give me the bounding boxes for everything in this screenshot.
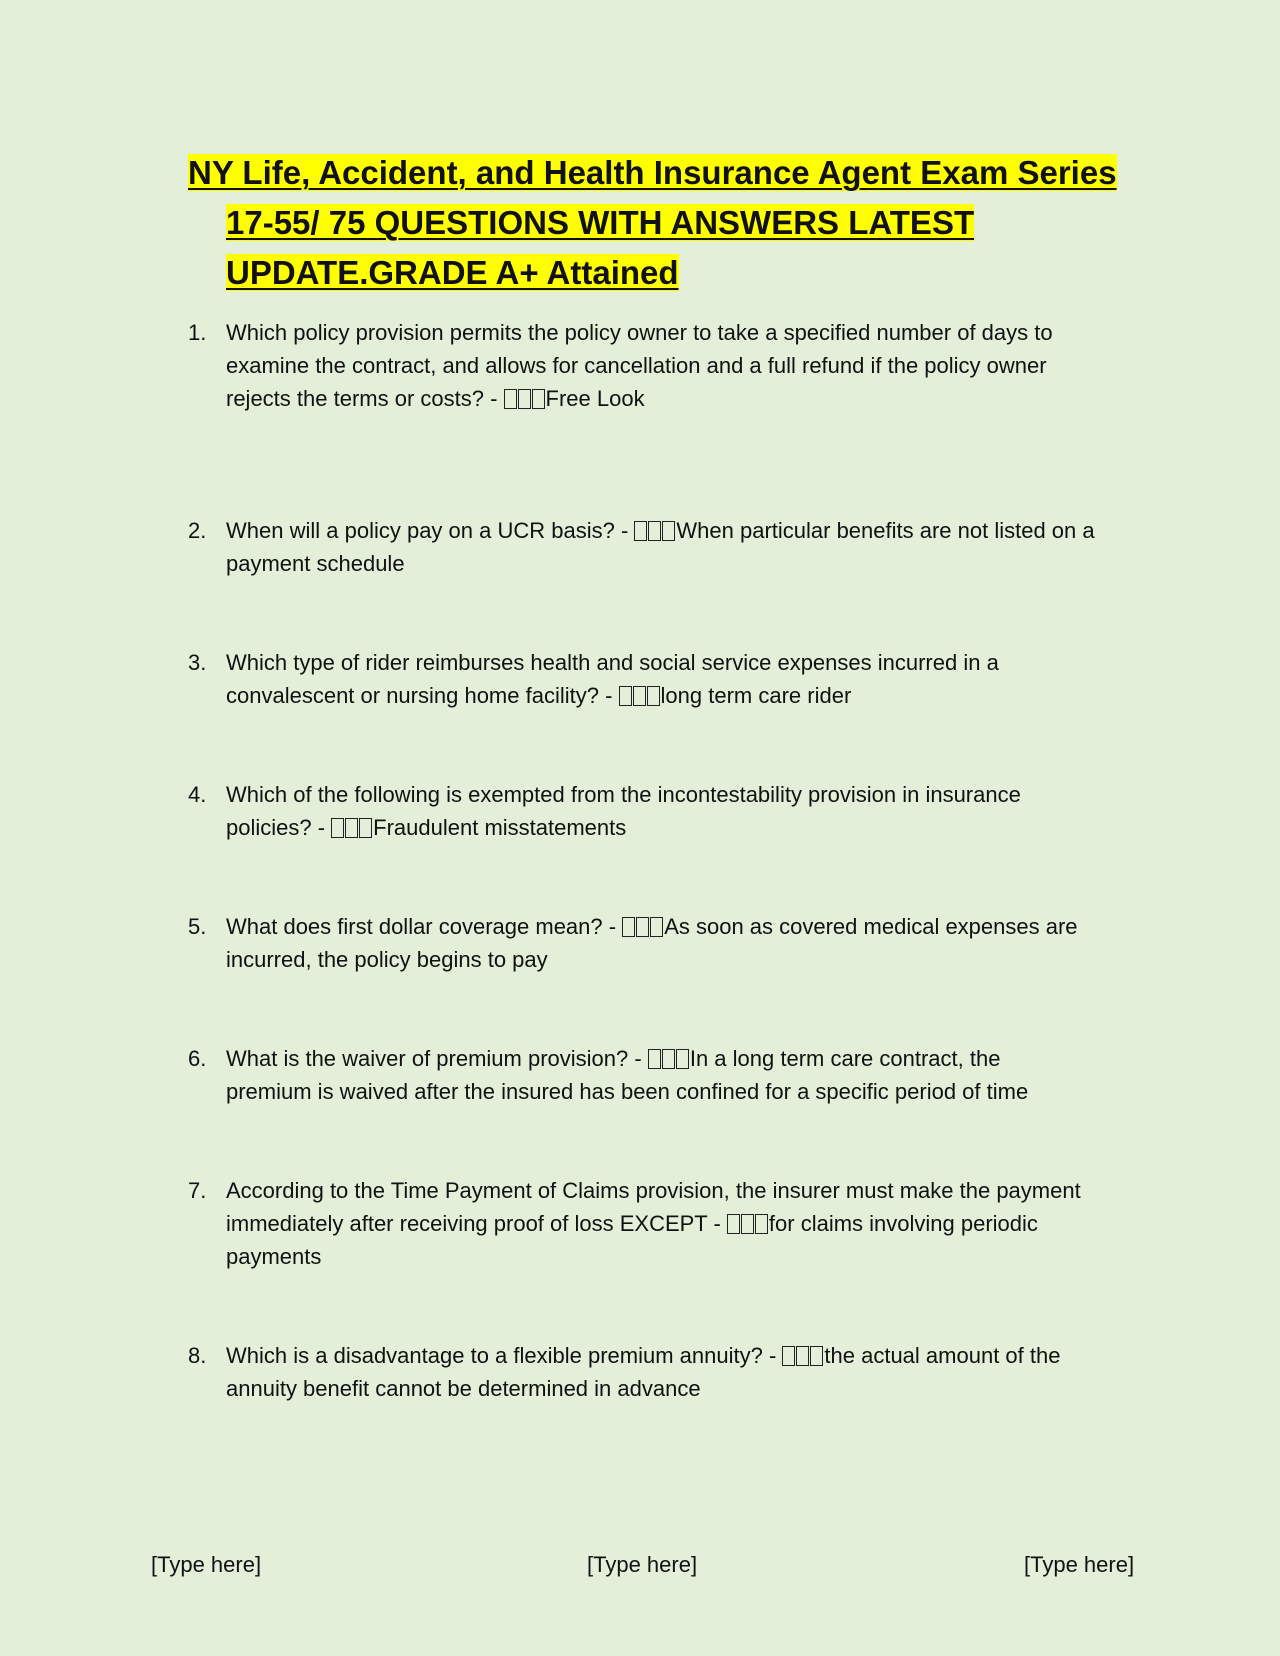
- question-line: [226, 514, 1128, 547]
- missing-glyph-icon: [532, 389, 545, 409]
- question-line: According to the Time Payment of Claims provision, the insurer must make the payment: [226, 1178, 1081, 1203]
- missing-glyph-icon: [796, 1346, 809, 1366]
- question-line: Which of the following is exempted from the incontestability provision in insurance: [226, 782, 1021, 807]
- missing-glyph-icon: [636, 917, 649, 937]
- question-item-7: [188, 1174, 1128, 1273]
- question-text: convalescent or nursing home facility? -: [226, 683, 619, 708]
- question-number: 7.: [188, 1178, 207, 1203]
- question-number: 2.: [188, 518, 207, 543]
- question-line: [226, 910, 1128, 943]
- question-text: immediately after receiving proof of loss EXCEPT -: [226, 1211, 727, 1236]
- missing-glyph-icon: [662, 1049, 675, 1069]
- missing-glyph-icon: [741, 1214, 754, 1234]
- question-number: 1.: [188, 320, 207, 345]
- question-item-5: [188, 910, 1128, 976]
- title-text-3: UPDATE.GRADE A+ Attained: [226, 254, 679, 291]
- answer-continuation: payments: [226, 1244, 322, 1269]
- answer-text: the actual amount of the: [824, 1343, 1061, 1368]
- missing-glyph-icon: [727, 1214, 740, 1234]
- footer-left-placeholder[interactable]: [Type here]: [151, 1552, 262, 1577]
- question-item-6: [188, 1042, 1128, 1108]
- question-line: Which policy provision permits the policy owner to take a specified number of days to: [226, 320, 1053, 345]
- question-item-8: [188, 1339, 1128, 1405]
- missing-glyph-icon: [647, 686, 660, 706]
- answer-text: for claims involving periodic: [768, 1211, 1038, 1236]
- missing-glyph-icon: [518, 389, 531, 409]
- missing-glyph-icon: [648, 1049, 661, 1069]
- question-number: 4.: [188, 782, 207, 807]
- missing-glyph-icon: [676, 1049, 689, 1069]
- question-number: 8.: [188, 1343, 207, 1368]
- missing-glyph-icon: [634, 521, 647, 541]
- title-text-2: 17-55/ 75 QUESTIONS WITH ANSWERS LATEST: [226, 204, 975, 241]
- question-text: When will a policy pay on a UCR basis? -: [226, 518, 635, 543]
- missing-glyph-icon: [782, 1346, 795, 1366]
- missing-glyph-icon: [504, 389, 517, 409]
- answer-continuation: premium is waived after the insured has been confined for a specific period of time: [226, 1079, 1029, 1104]
- answer-text: In a long term care contract, the: [689, 1046, 1001, 1071]
- question-line: [226, 679, 1128, 712]
- answer-continuation: incurred, the policy begins to pay: [226, 947, 548, 972]
- answer-text: As soon as covered medical expenses are: [664, 914, 1078, 939]
- title-text-1: NY Life, Accident, and Health Insurance Agent Exam Series: [188, 154, 1117, 191]
- question-line: examine the contract, and allows for cancellation and a full refund if the policy owner: [226, 353, 1047, 378]
- answer-text: Free Look: [545, 386, 645, 411]
- title-line-1: [188, 148, 1128, 198]
- question-item-4: [188, 778, 1128, 844]
- title-line-2: [188, 198, 1128, 248]
- question-text: What does first dollar coverage mean? -: [226, 914, 623, 939]
- question-line: [226, 382, 1128, 415]
- answer-text: long term care rider: [660, 683, 852, 708]
- missing-glyph-icon: [622, 917, 635, 937]
- question-line: [226, 1207, 1128, 1240]
- question-line: [226, 1339, 1128, 1372]
- missing-glyph-icon: [810, 1346, 823, 1366]
- question-item-2: [188, 514, 1128, 580]
- answer-continuation: payment schedule: [226, 551, 405, 576]
- question-number: 5.: [188, 914, 207, 939]
- question-line: [226, 1042, 1128, 1075]
- missing-glyph-icon: [331, 818, 344, 838]
- question-text: policies? -: [226, 815, 332, 840]
- document-title: [188, 148, 1128, 298]
- answer-text: Fraudulent misstatements: [373, 815, 627, 840]
- question-number: 6.: [188, 1046, 207, 1071]
- question-list: [188, 316, 1128, 1405]
- question-line: [226, 811, 1128, 844]
- answer-continuation: annuity benefit cannot be determined in advance: [226, 1376, 701, 1401]
- missing-glyph-icon: [662, 521, 675, 541]
- question-line: Which type of rider reimburses health and social service expenses incurred in a: [226, 650, 999, 675]
- question-item-1: [188, 316, 1128, 415]
- missing-glyph-icon: [619, 686, 632, 706]
- footer-center-placeholder[interactable]: [Type here]: [587, 1552, 698, 1577]
- answer-text: When particular benefits are not listed on a: [676, 518, 1095, 543]
- missing-glyph-icon: [345, 818, 358, 838]
- missing-glyph-icon: [359, 818, 372, 838]
- question-text: rejects the terms or costs? -: [226, 386, 504, 411]
- question-text: Which is a disadvantage to a flexible premium annuity? -: [226, 1343, 783, 1368]
- question-text: What is the waiver of premium provision? -: [226, 1046, 648, 1071]
- missing-glyph-icon: [755, 1214, 768, 1234]
- missing-glyph-icon: [648, 521, 661, 541]
- footer-right-placeholder[interactable]: [Type here]: [1024, 1552, 1135, 1577]
- missing-glyph-icon: [633, 686, 646, 706]
- title-line-3: [188, 248, 1128, 298]
- question-number: 3.: [188, 650, 207, 675]
- question-item-3: [188, 646, 1128, 712]
- missing-glyph-icon: [650, 917, 663, 937]
